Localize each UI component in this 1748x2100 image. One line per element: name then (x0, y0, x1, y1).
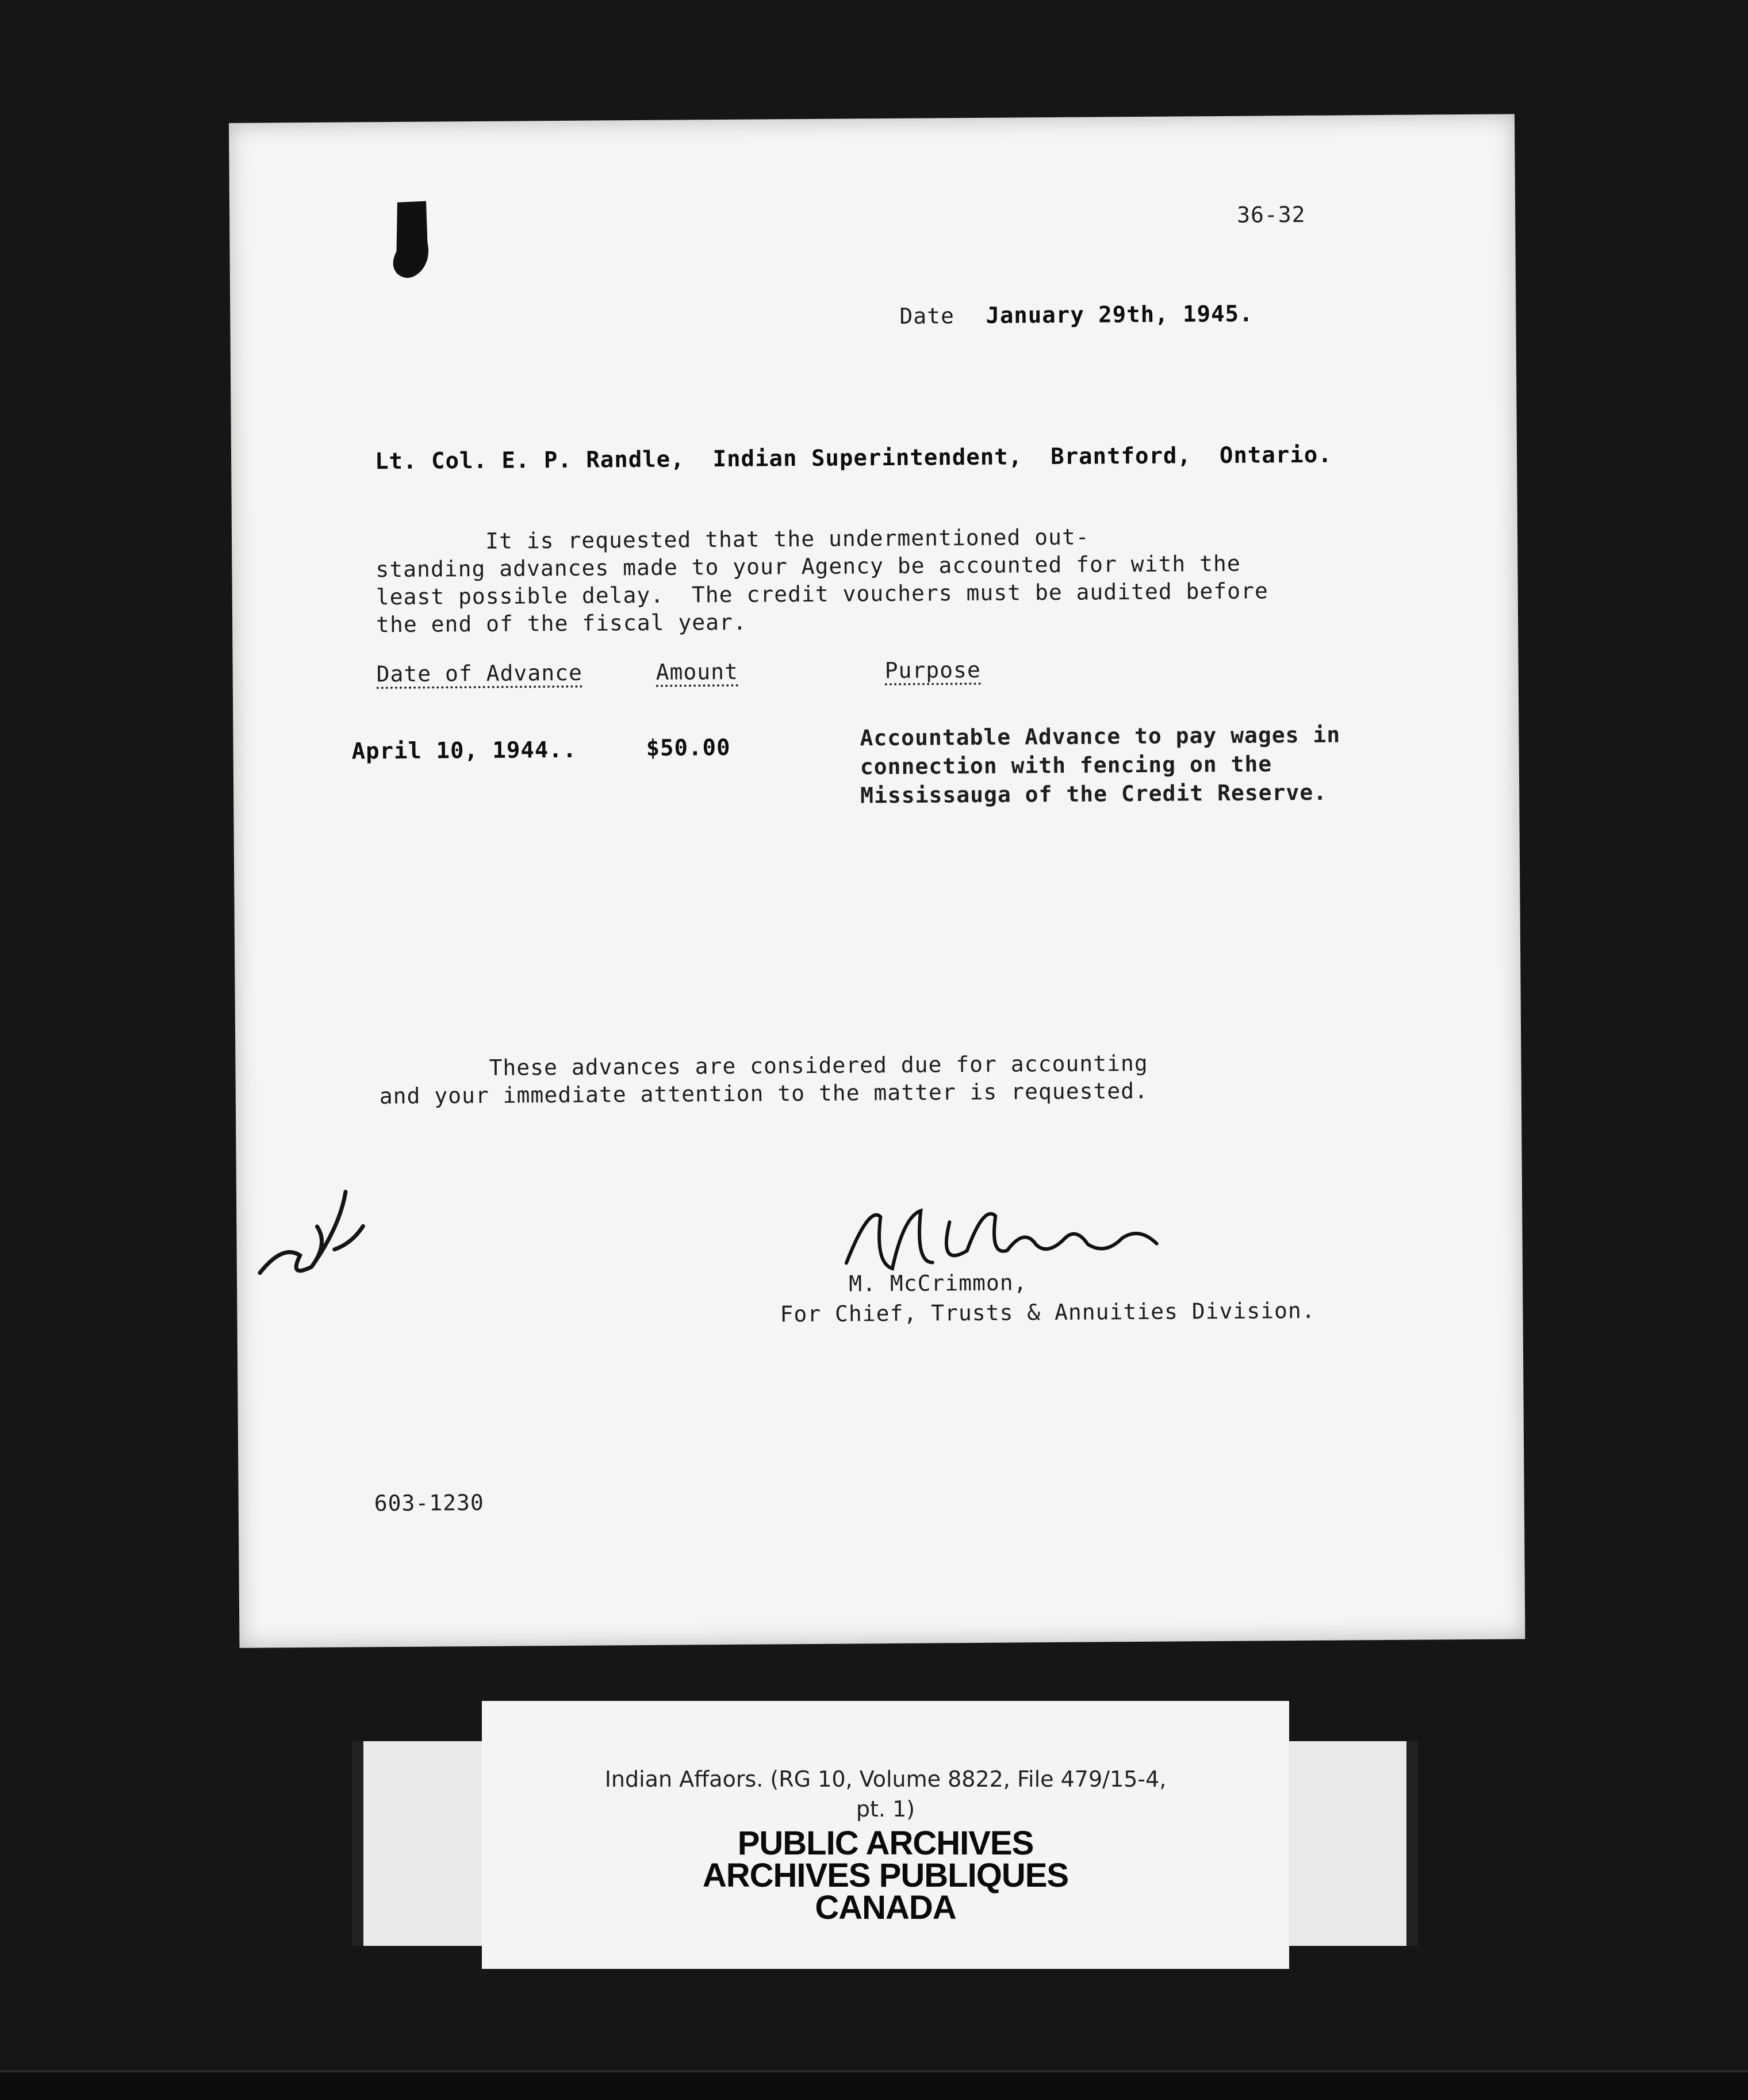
signatory-name: M. McCrimmon, (848, 1270, 1028, 1297)
signatory-title: For Chief, Trusts & Annuities Division. (780, 1297, 1316, 1327)
paragraph-line: least possible delay. The credit vouchers must be audited before (375, 578, 1268, 610)
paragraph-line: It is requested that the undermentioned out- (375, 524, 1090, 555)
date-label: Date (899, 303, 955, 329)
archives-line: PUBLIC ARCHIVES (737, 1825, 1034, 1862)
file-code: 36-32 (1237, 201, 1306, 228)
paragraph-line: and your immediate attention to the matter is requested. (379, 1078, 1149, 1109)
purpose-line: Mississauga of the Credit Reserve. (860, 779, 1328, 808)
reference-line: pt. 1) (856, 1796, 915, 1822)
archives-line: CANADA (815, 1889, 956, 1926)
reference-line: Indian Affaors. (RG 10, Volume 8822, File 479/15-4, (604, 1766, 1167, 1792)
advance-purpose (860, 721, 1341, 810)
form-number: 603-1230 (374, 1489, 484, 1516)
header-purpose: Purpose (884, 657, 981, 684)
archives-line: ARCHIVES PUBLIQUES (702, 1857, 1069, 1894)
ink-blot (386, 197, 432, 283)
closing-paragraph (379, 1049, 1148, 1110)
header-date-of-advance: Date of Advance (376, 660, 583, 687)
purpose-line: Accountable Advance to pay wages in (860, 722, 1341, 751)
intro-paragraph (375, 522, 1268, 638)
advance-amount: $50.00 (646, 734, 731, 761)
purpose-line: connection with fencing on the (860, 751, 1272, 780)
document-page (229, 114, 1525, 1648)
advance-date: April 10, 1944.. (351, 737, 577, 765)
paragraph-line: These advances are considered due for accounting (379, 1050, 1148, 1082)
film-frame-edge (0, 2070, 1748, 2100)
paragraph-line: the end of the fiscal year. (375, 609, 747, 638)
addressee: Lt. Col. E. P. Randle, Indian Superintendent, Brantford, Ontario. (374, 442, 1332, 475)
archives-stamp (482, 1827, 1289, 1924)
archive-label (482, 1701, 1289, 1969)
handwritten-initials (248, 1157, 375, 1296)
archive-reference (482, 1764, 1289, 1824)
paragraph-line: standing advances made to your Agency be accounted for with the (375, 550, 1241, 583)
header-amount: Amount (656, 658, 739, 685)
date-value: January 29th, 1945. (986, 301, 1254, 329)
